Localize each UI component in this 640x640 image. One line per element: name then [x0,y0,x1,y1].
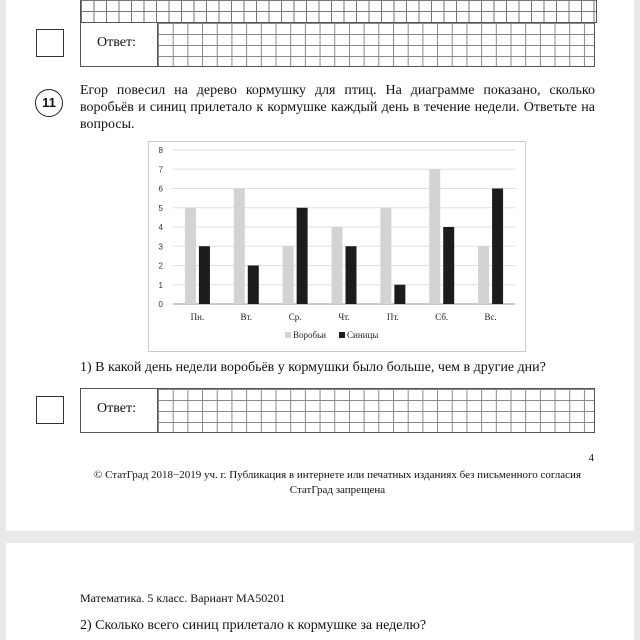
bar-sparrows [380,208,391,304]
subquestion-1: 1) В какой день недели воробьёв у кормушки было больше, чем в другие дни? [80,360,546,375]
bar-sparrows [478,246,489,304]
bar-tits [297,208,308,304]
bar-sparrows [429,169,440,304]
page-number: 4 [588,452,594,464]
answer-label: Ответ: [97,401,136,416]
answer-checkbox-1[interactable] [36,396,64,424]
bar-sparrows [332,227,343,304]
bar-tits [443,227,454,304]
bar-sparrows [185,208,196,304]
answer-cells[interactable] [157,389,594,432]
x-tick-label: Чт. [338,312,350,322]
copyright-footer: © СтатГрад 2018−2019 уч. г. Публикация в интернете или печатных изданиях без письменного согласия СтатГрад запрещена [94,469,581,496]
answer-row-1 [80,388,595,433]
y-tick-label: 4 [158,223,163,232]
y-tick-label: 7 [158,165,163,175]
answer-checkbox-previous[interactable] [36,29,64,57]
bar-tits [346,246,357,304]
answer-row-previous [80,22,595,67]
bar-sparrows [234,189,245,305]
worksheet-page [6,0,634,531]
x-tick-label: Сб. [435,312,449,322]
answer-cells[interactable] [157,23,594,66]
answer-label: Ответ: [97,35,136,50]
worksheet-page-next [6,543,634,640]
bar-tits [492,189,503,305]
bar-tits [248,266,259,305]
y-tick-label: 6 [158,184,163,194]
legend-label: Синицы [347,330,379,340]
answer-grid-previous [80,0,597,23]
x-tick-label: Вс. [484,312,497,322]
bar-chart-svg [149,142,525,351]
bar-tits [199,246,210,304]
legend-swatch [285,332,291,338]
y-tick-label: 2 [158,261,163,271]
x-tick-label: Вт. [240,312,253,322]
question-number: 11 [35,89,63,117]
question-text: Егор повесил на дерево кормушку для птиц. На диаграмме показано, сколько воробьёв и синиц прилетало к кормушке каждый день в течение недели. Ответьте на вопросы. [80,83,595,132]
legend-swatch [339,332,345,338]
y-tick-label: 1 [158,280,163,290]
bar-tits [394,285,405,304]
y-tick-label: 0 [158,300,163,309]
y-tick-label: 3 [158,242,163,252]
x-tick-label: Ср. [288,312,302,322]
subquestion-2: 2) Сколько всего синиц прилетало к кормушке за неделю? [80,618,427,633]
y-tick-label: 5 [158,203,163,213]
y-tick-label: 8 [158,146,163,155]
legend-label: Воробьи [293,330,327,340]
page-header: Математика. 5 класс. Вариант МА50201 [80,591,286,605]
bar-chart [148,141,526,352]
x-tick-label: Пт. [386,312,399,322]
x-tick-label: Пн. [190,312,205,322]
bar-sparrows [283,246,294,304]
